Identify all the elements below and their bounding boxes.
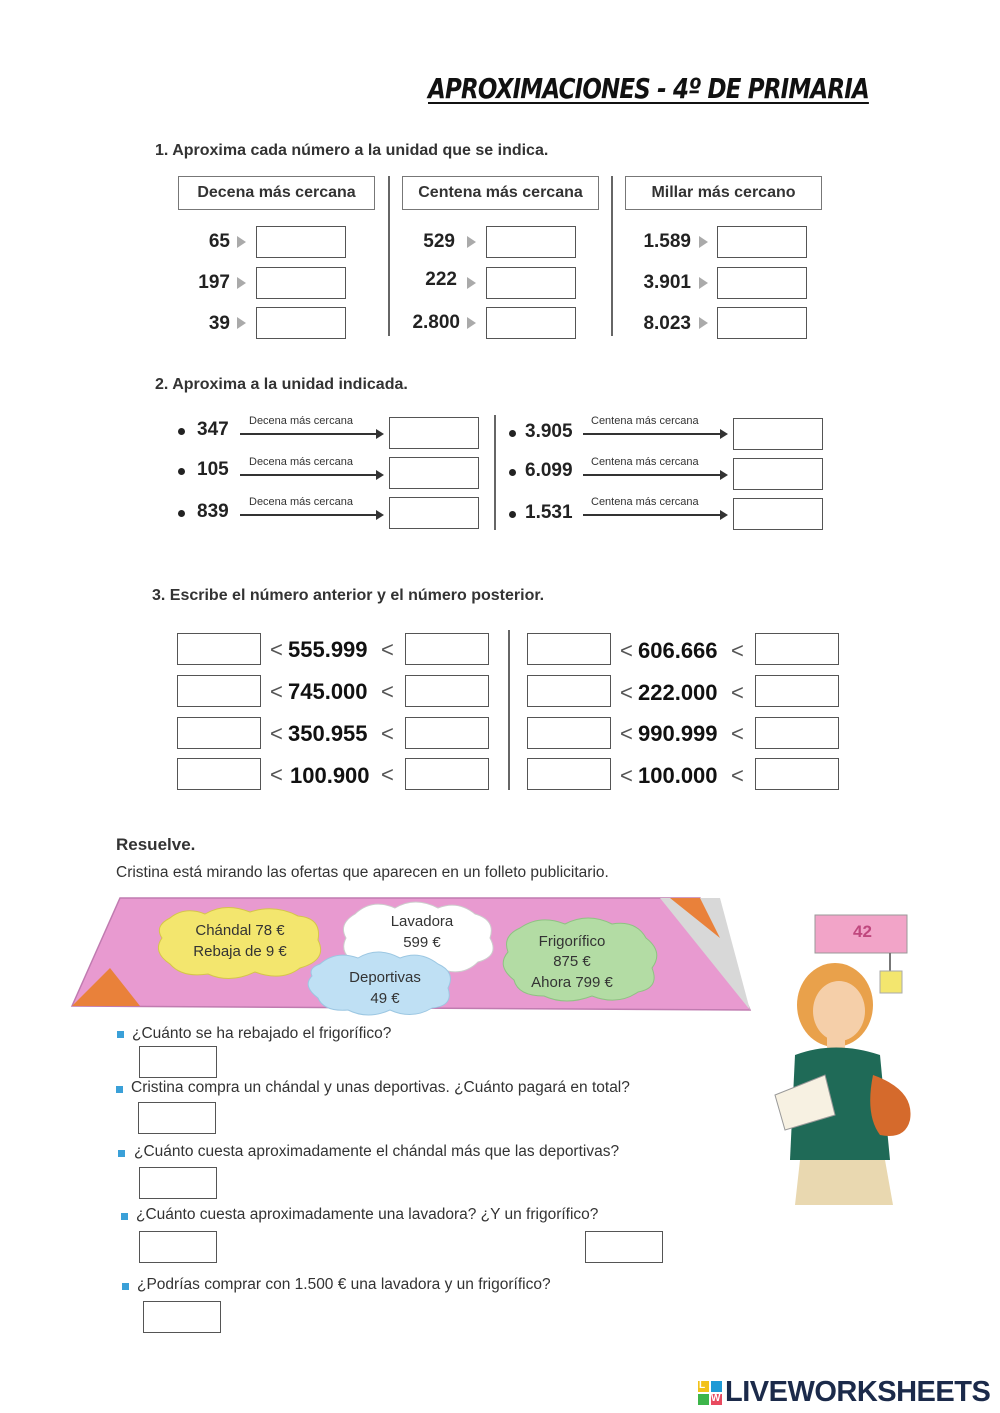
less-than-sign: < — [270, 721, 283, 746]
bullet-icon — [509, 430, 516, 437]
woman-illustration — [765, 905, 945, 1205]
answer-box[interactable] — [256, 226, 346, 258]
skirt — [795, 1160, 893, 1205]
less-than-sign: < — [270, 637, 283, 662]
page-title: APROXIMACIONES - 4º DE PRIMARIA — [428, 72, 869, 105]
handbag — [870, 1075, 910, 1136]
arrow-right-icon — [467, 277, 476, 289]
answer-box[interactable] — [486, 307, 576, 339]
answer-box-previous[interactable] — [527, 717, 611, 749]
ex3-divider — [508, 630, 510, 790]
arrow-right-icon — [583, 474, 726, 476]
answer-box-previous[interactable] — [177, 675, 261, 707]
ex1-number: 529 — [423, 231, 455, 252]
ex2-number: 347 — [197, 419, 229, 440]
answer-box-previous[interactable] — [527, 675, 611, 707]
ex1-number: 197 — [198, 272, 230, 293]
arrow-right-icon — [240, 514, 382, 516]
question-bullet-icon — [118, 1150, 125, 1157]
arrow-right-icon — [699, 317, 708, 329]
arrow-right-icon — [467, 236, 476, 248]
ex4-heading: Resuelve. — [116, 835, 196, 854]
less-than-sign: < — [620, 680, 633, 705]
answer-box[interactable] — [389, 417, 479, 449]
ex4-intro: Cristina está mirando las ofertas que aparecen en un folleto publicitario. — [116, 864, 609, 881]
answer-box[interactable] — [143, 1301, 221, 1333]
logo-letter: W — [711, 1393, 721, 1404]
answer-box-lavadora[interactable] — [139, 1231, 217, 1263]
bullet-icon — [178, 510, 185, 517]
ex2-heading: 2. Aproxima a la unidad indicada. — [155, 376, 408, 393]
arrow-right-icon — [240, 474, 382, 476]
ex2-label: Centena más cercana — [591, 496, 699, 508]
answer-box-next[interactable] — [405, 633, 489, 665]
less-than-sign: < — [620, 638, 633, 663]
ex3-number: 555.999 — [288, 637, 368, 662]
ex2-number: 105 — [197, 459, 229, 480]
liveworksheets-logo-icon — [698, 1381, 722, 1405]
answer-box[interactable] — [717, 307, 807, 339]
ex1-header-millar: Millar más cercano — [625, 176, 822, 210]
answer-box-next[interactable] — [755, 758, 839, 790]
answer-box-next[interactable] — [405, 758, 489, 790]
ex3-number: 990.999 — [638, 721, 718, 746]
answer-box[interactable] — [139, 1046, 217, 1078]
answer-box[interactable] — [486, 226, 576, 258]
question-5: ¿Podrías comprar con 1.500 € una lavadora y un frigorífico? — [137, 1276, 551, 1293]
ex3-number: 350.955 — [288, 721, 368, 746]
answer-box-next[interactable] — [755, 717, 839, 749]
offer-frigorifico-price: 875 € — [553, 953, 591, 970]
ex1-number: 3.901 — [643, 272, 691, 293]
question-2: Cristina compra un chándal y unas deportivas. ¿Cuánto pagará en total? — [131, 1079, 630, 1096]
question-bullet-icon — [117, 1031, 124, 1038]
arrow-right-icon — [699, 277, 708, 289]
ex1-number: 222 — [425, 269, 457, 290]
answer-box[interactable] — [139, 1167, 217, 1199]
arrow-right-icon — [699, 236, 708, 248]
ex1-number: 2.800 — [412, 312, 460, 333]
answer-box[interactable] — [256, 267, 346, 299]
bullet-icon — [178, 468, 185, 475]
ex2-label: Decena más cercana — [249, 415, 353, 427]
less-than-sign: < — [381, 637, 394, 662]
less-than-sign: < — [620, 763, 633, 788]
ex3-number: 100.900 — [290, 763, 370, 788]
answer-box[interactable] — [717, 226, 807, 258]
sign-number: 42 — [853, 922, 872, 941]
answer-box-next[interactable] — [405, 675, 489, 707]
less-than-sign: < — [270, 679, 283, 704]
ex1-number: 39 — [208, 313, 230, 334]
less-than-sign: < — [270, 762, 283, 787]
ex1-number: 65 — [208, 231, 230, 252]
offer-chandal-price: Chándal 78 € — [195, 922, 285, 939]
question-3: ¿Cuánto cuesta aproximadamente el chándal más que las deportivas? — [134, 1143, 620, 1160]
ex1-header-centena: Centena más cercana — [402, 176, 599, 210]
less-than-sign: < — [381, 721, 394, 746]
less-than-sign: < — [731, 638, 744, 663]
less-than-sign: < — [731, 721, 744, 746]
offer-frigorifico-sale: Ahora 799 € — [531, 974, 613, 991]
face — [813, 981, 865, 1041]
arrow-right-icon — [237, 277, 246, 289]
ex1-header-decena: Decena más cercana — [178, 176, 375, 210]
offer-frigorifico-name: Frigorífico — [538, 933, 606, 950]
arrow-right-icon — [583, 514, 726, 516]
answer-box-next[interactable] — [755, 675, 839, 707]
answer-box[interactable] — [733, 418, 823, 450]
ex2-number: 839 — [197, 501, 229, 522]
answer-box-previous[interactable] — [527, 758, 611, 790]
answer-box[interactable] — [138, 1102, 216, 1134]
answer-box[interactable] — [486, 267, 576, 299]
bullet-icon — [178, 428, 185, 435]
answer-box[interactable] — [389, 497, 479, 529]
offer-deportivas-price: 49 € — [370, 990, 400, 1007]
footer-brand: LIVEWORKSHEETS — [725, 1376, 991, 1408]
bullet-icon — [509, 469, 516, 476]
ex3-heading: 3. Escribe el número anterior y el número posterior. — [152, 587, 545, 604]
answer-box[interactable] — [389, 457, 479, 489]
ex2-number: 1.531 — [525, 502, 573, 523]
ex1-heading: 1. Aproxima cada número a la unidad que se indica. — [155, 142, 549, 159]
ex2-number: 6.099 — [525, 460, 573, 481]
offer-chandal-discount: Rebaja de 9 € — [193, 943, 287, 960]
answer-box-next[interactable] — [405, 717, 489, 749]
ex3-number: 222.000 — [638, 680, 718, 705]
less-than-sign: < — [731, 680, 744, 705]
ex1-number: 1.589 — [643, 231, 691, 252]
offer-deportivas-name: Deportivas — [349, 969, 421, 986]
ex2-number: 3.905 — [525, 421, 573, 442]
answer-box[interactable] — [733, 498, 823, 530]
question-bullet-icon — [121, 1213, 128, 1220]
ex2-label: Decena más cercana — [249, 496, 353, 508]
less-than-sign: < — [381, 762, 394, 787]
answer-box-previous[interactable] — [177, 717, 261, 749]
answer-box-previous[interactable] — [177, 758, 261, 790]
answer-box-previous[interactable] — [177, 633, 261, 665]
answer-box-frigorifico[interactable] — [585, 1231, 663, 1263]
ex1-divider-1 — [388, 176, 390, 336]
arrow-right-icon — [237, 317, 246, 329]
offer-lavadora-name: Lavadora — [390, 913, 454, 930]
question-1: ¿Cuánto se ha rebajado el frigorífico? — [132, 1025, 392, 1042]
offer-lavadora-price: 599 € — [403, 934, 441, 951]
question-4: ¿Cuánto cuesta aproximadamente una lavadora? ¿Y un frigorífico? — [136, 1206, 599, 1223]
answer-box[interactable] — [733, 458, 823, 490]
less-than-sign: < — [731, 763, 744, 788]
bullet-icon — [509, 511, 516, 518]
arrow-right-icon — [467, 317, 476, 329]
ex2-label: Centena más cercana — [591, 456, 699, 468]
less-than-sign: < — [620, 721, 633, 746]
ex3-number: 606.666 — [638, 638, 718, 663]
ex1-divider-2 — [611, 176, 613, 336]
ex3-number: 100.000 — [638, 763, 718, 788]
hanging-tag — [880, 971, 902, 993]
answer-box-next[interactable] — [755, 633, 839, 665]
ex2-label: Centena más cercana — [591, 415, 699, 427]
ex2-label: Decena más cercana — [249, 456, 353, 468]
question-bullet-icon — [116, 1086, 123, 1093]
less-than-sign: < — [381, 679, 394, 704]
answer-box-previous[interactable] — [527, 633, 611, 665]
logo-letter: L — [699, 1380, 706, 1391]
answer-box[interactable] — [256, 307, 346, 339]
ex3-number: 745.000 — [288, 679, 368, 704]
answer-box[interactable] — [717, 267, 807, 299]
ex1-number: 8.023 — [643, 313, 691, 334]
arrow-right-icon — [583, 433, 726, 435]
question-bullet-icon — [122, 1283, 129, 1290]
arrow-right-icon — [237, 236, 246, 248]
ex2-divider — [494, 415, 496, 530]
arrow-right-icon — [240, 433, 382, 435]
